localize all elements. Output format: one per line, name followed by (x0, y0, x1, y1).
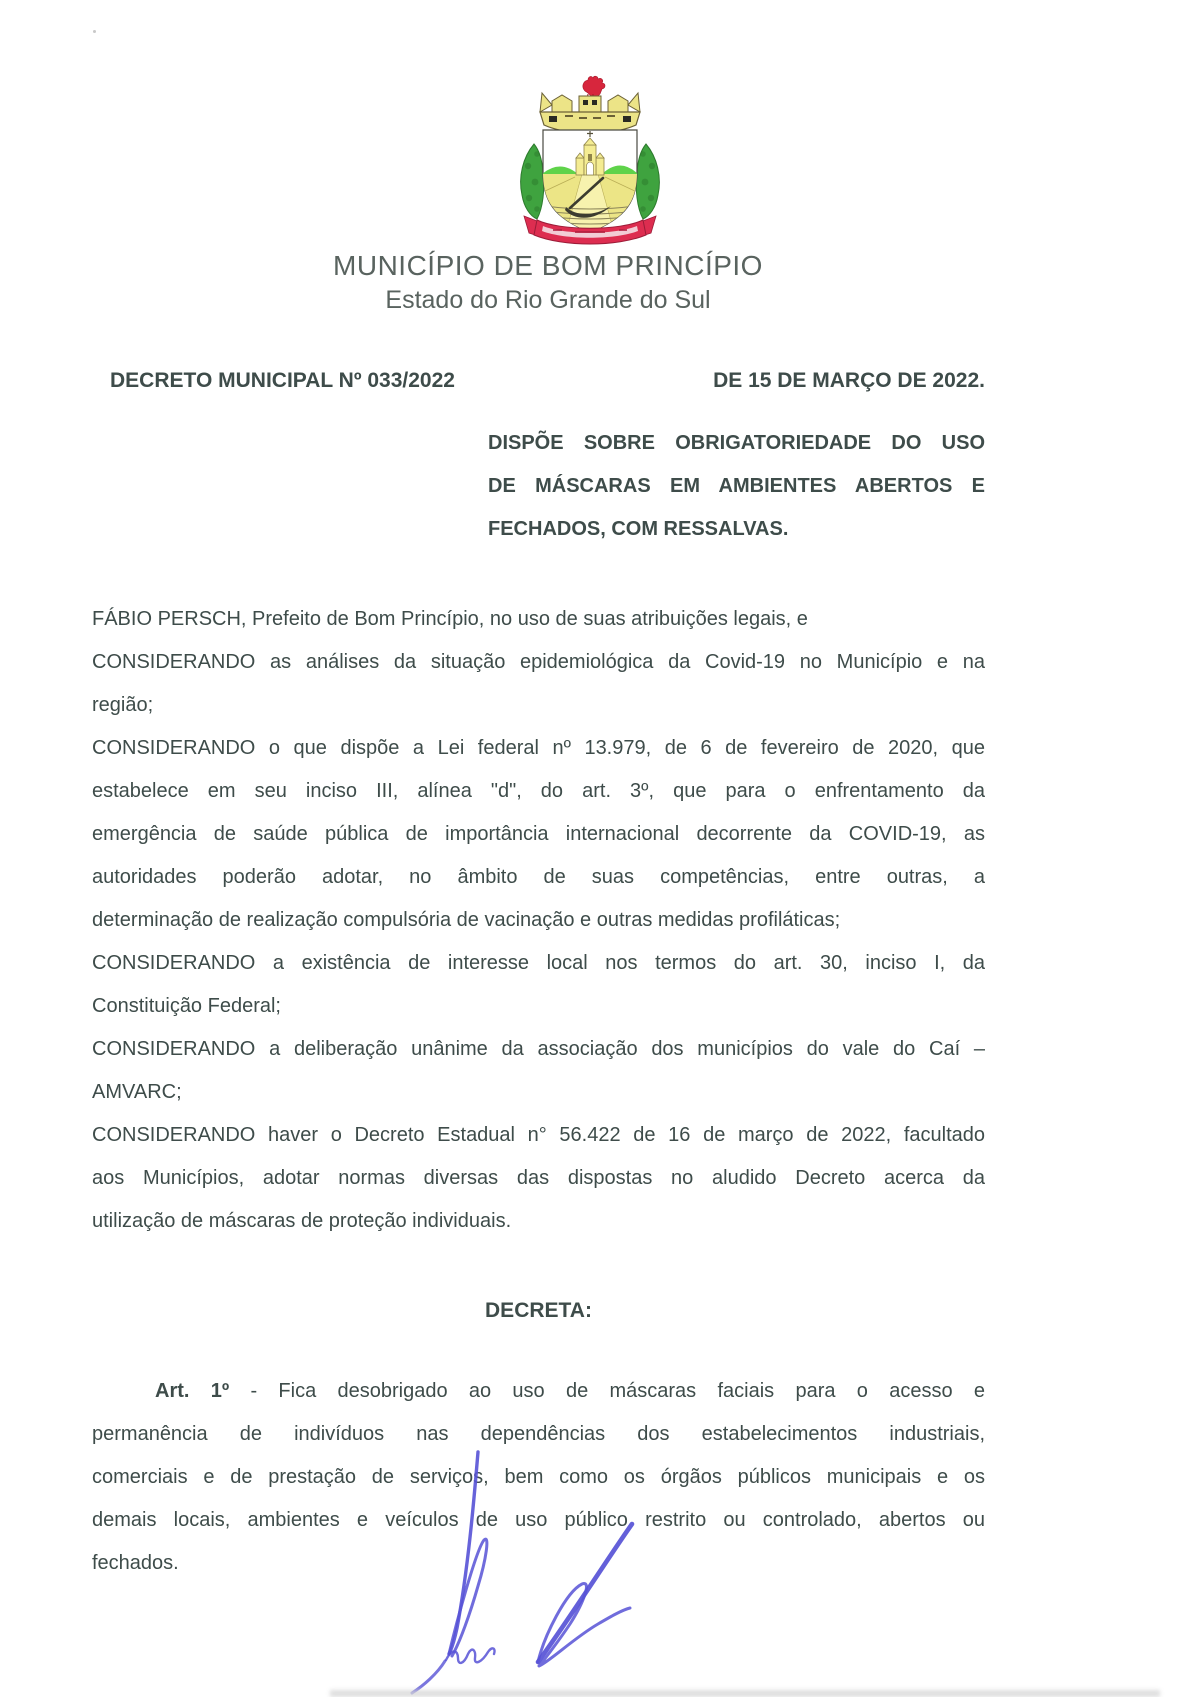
preamble-line: utilização de máscaras de proteção individuais. (92, 1210, 512, 1232)
signature-stroke (412, 1661, 445, 1693)
branch-left-icon (521, 144, 544, 219)
preamble-line: CONSIDERANDO as análises da situação epidemiológica da Covid-19 no Município e na (92, 651, 985, 673)
preamble-line: determinação de realização compulsória de vacinação e outras medidas profiláticas; (92, 909, 841, 931)
decree-date: DE 15 DE MARÇO DE 2022. (713, 369, 985, 392)
branch-right-icon (636, 144, 659, 219)
preamble-line: Constituição Federal; (92, 995, 281, 1017)
decree-header-row (110, 369, 985, 393)
article-line: comerciais e de prestação de serviços, bem como os órgãos públicos municipais e os (92, 1466, 985, 1488)
scan-speck (93, 30, 96, 33)
preamble (92, 598, 985, 1243)
epigraph-line: DISPÕE SOBRE OBRIGATORIEDADE DO USO (488, 432, 985, 454)
decree-number: DECRETO MUNICIPAL Nº 033/2022 (110, 369, 455, 392)
preamble-line: CONSIDERANDO o que dispõe a Lei federal nº 13.979, de 6 de fevereiro de 2020, que (92, 737, 985, 759)
signature-stroke (538, 1584, 630, 1666)
preamble-line: autoridades poderão adotar, no âmbito de suas competências, entre outras, a (92, 866, 985, 888)
decreta-heading: DECRETA: (485, 1299, 592, 1322)
article-label: Art. 1º (155, 1380, 230, 1402)
preamble-line: CONSIDERANDO haver o Decreto Estadual n° 56.422 de 16 de março de 2022, facultado (92, 1124, 985, 1146)
preamble-line: estabelece em seu inciso III, alínea "d", do art. 3º, que para o enfrentamento da (92, 780, 985, 802)
article-1 (92, 1370, 985, 1585)
crown-icon (540, 93, 640, 133)
preamble-line: CONSIDERANDO a deliberação unânime da associação dos municípios do vale do Caí – (92, 1038, 985, 1060)
article-line: permanência de indivíduos nas dependências dos estabelecimentos industriais, (92, 1423, 985, 1445)
shield-icon (541, 130, 639, 234)
municipality-state: Estado do Rio Grande do Sul (385, 286, 711, 314)
page-bottom-edge (330, 1690, 1160, 1697)
preamble-line: aos Municípios, adotar normas diversas das dispostas no aludido Decreto acerca da (92, 1167, 985, 1189)
article-line: demais locais, ambientes e veículos de uso público restrito ou controlado, abertos ou (92, 1509, 985, 1531)
preamble-line: CONSIDERANDO a existência de interesse local nos termos do art. 30, inciso I, da (92, 952, 985, 974)
article-line: Art. 1º - Fica desobrigado ao uso de máscaras faciais para o acesso e (155, 1380, 985, 1402)
preamble-line: região; (92, 694, 154, 716)
signature-stroke (446, 1648, 495, 1663)
preamble-line: emergência de saúde pública de importância internacional decorrente da COVID-19, as (92, 823, 985, 845)
municipality-name: MUNICÍPIO DE BOM PRINCÍPIO (333, 250, 763, 281)
preamble-line: FÁBIO PERSCH, Prefeito de Bom Princípio, no uso de suas atribuições legais, e (92, 608, 808, 630)
article-line: fechados. (92, 1552, 179, 1574)
municipal-crest-icon (515, 74, 665, 246)
epigraph-line: FECHADOS, COM RESSALVAS. (488, 518, 789, 540)
epigraph-line: DE MÁSCARAS EM AMBIENTES ABERTOS E (488, 475, 985, 497)
preamble-line: AMVARC; (92, 1081, 182, 1103)
epigraph (488, 422, 985, 551)
